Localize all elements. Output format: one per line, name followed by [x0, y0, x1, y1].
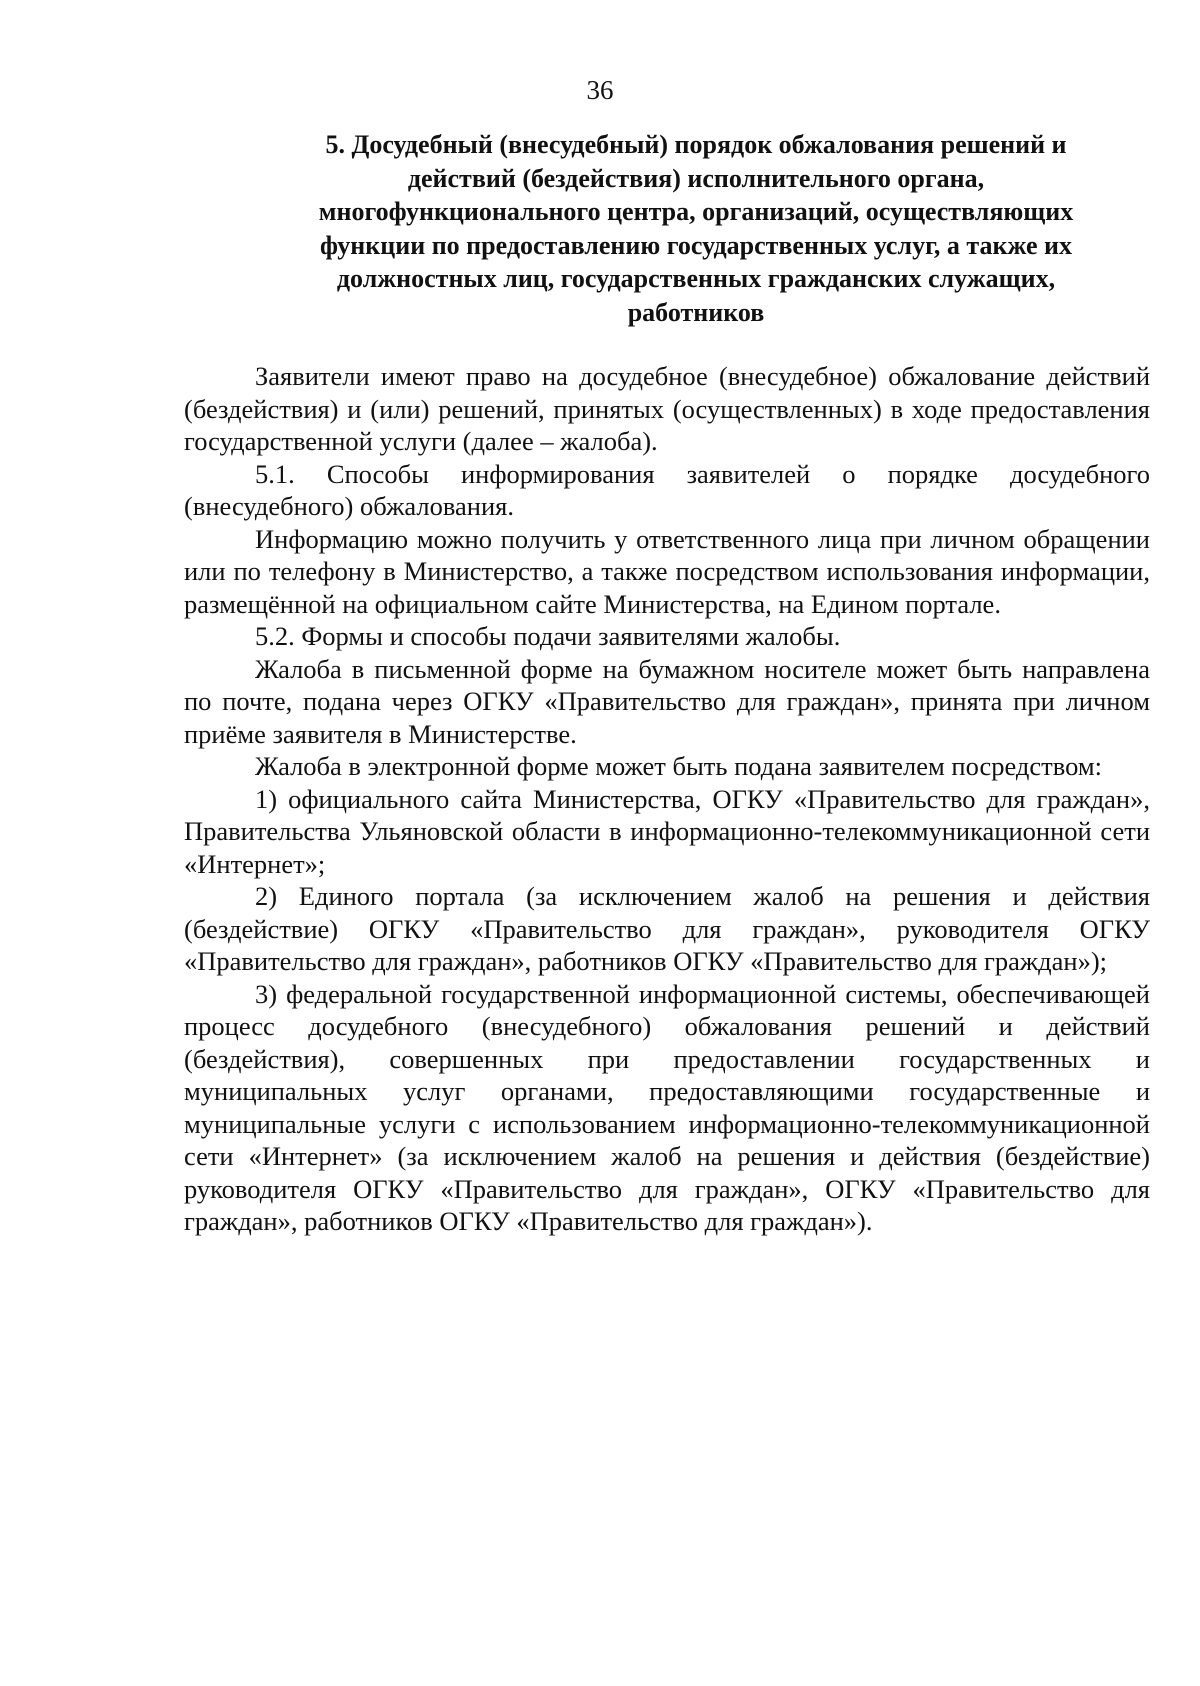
list-item-3: 3) федеральной государственной информационной системы, обеспечивающей процесс досудебного (внесудебного) обжалования решений и действий (бездействия), совершенных при предоставлении государственных и муниципальных услуг органами, предоставляющими государственные и муниципальные услуги с использованием информационно-телекоммуникационной сети «Интернет» (за исключением жалоб на решения и действия (бездействие) руководителя ОГКУ «Правительство для граждан», ОГКУ «Правительство для граждан», работников ОГКУ «Правительство для граждан»). — [184, 978, 1150, 1236]
page-number: 36 — [586, 75, 614, 105]
list-item-1: 1) официального сайта Министерства, ОГКУ «Правительство для граждан», Правительства Ульяновской области в информационно-телекоммуникационной сети «Интернет»; — [184, 783, 1150, 879]
list-item-2: 2) Единого портала (за исключением жалоб на решения и действия (бездействие) ОГКУ «Правительство для граждан», руководителя ОГКУ «Правительство для граждан», работников ОГКУ «Правительство для граждан»); — [184, 881, 1150, 976]
paragraph-appeal-right: Заявители имеют право на досудебное (внесудебное) обжалование действий (бездействия) и (или) решений, принятых (осуществленных) в ходе предоставления государственной услуги (далее – жалоба). — [184, 361, 1150, 456]
section-heading — [282, 128, 1110, 329]
heading-line: действий (бездействия) исполнительного органа, — [407, 163, 985, 193]
heading-line: работников — [627, 297, 765, 327]
document-body — [184, 360, 1150, 1238]
heading-line: должностных лиц, государственных гражданских служащих, — [336, 264, 1056, 293]
heading-line: 5. Досудебный (внесудебный) порядок обжалования решений и — [325, 130, 1067, 159]
paragraph-paper-complaint: Жалоба в письменной форме на бумажном носителе может быть направлена по почте, подана через ОГКУ «Правительство для граждан», принята при личном приёме заявителя в Министерстве. — [184, 653, 1150, 749]
paragraph-electronic-complaint: Жалоба в электронной форме может быть подана заявителем посредством: — [255, 751, 1102, 781]
paragraph-information-sources: Информацию можно получить у ответственного лица при личном обращении или по телефону в Министерство, а также посредством использования информации, размещённой на официальном сайте Министерства, на Едином портале. — [184, 523, 1150, 619]
paragraph-5-2-heading: 5.2. Формы и способы подачи заявителями жалобы. — [255, 621, 841, 651]
heading-line: функции по предоставлению государственных услуг, а также их — [319, 230, 1073, 260]
heading-line: многофункционального центра, организаций, осуществляющих — [318, 197, 1074, 226]
paragraph-5-1-heading: 5.1. Способы информирования заявителей о порядке досудебного (внесудебного) обжалования. — [184, 458, 1150, 521]
